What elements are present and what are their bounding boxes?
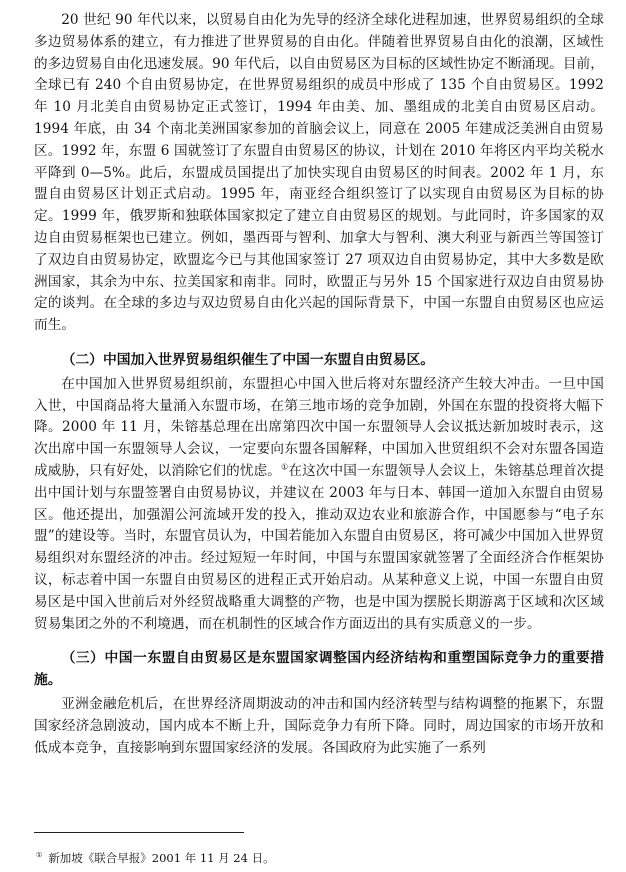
paragraph-globalization: 20 世纪 90 年代以来，以贸易自由化为先导的经济全球化进程加速，世界贸易组织的全球多边贸易体系的建立，有力推进了世界贸易的自由化。伴随着世界贸易自由化的浪潮，区域性的多边贸易自由化迅速发展。90 年代后，以自由贸易区为目标的区域性协定不断涌现。目前，全球已有 240 个自由贸易协定，在世界贸易组织的成员中形成了 135 个自由贸易区。1992 年 10 月北美自由贸易协定正式签订，1994 年由美、加、墨组成的北美自由贸易区启动。1994 年底，由 34 个南北美洲国家参加的首脑会议上，同意在 2005 年建成泛美洲自由贸易区。1992 年，东盟 6 国就签订了东盟自由贸易区的协议，计划在 2010 年将区内平均关税水平降到 0—5%。此后，东盟成员国提出了加快实现自由贸易区的时间表。2002 年 1 月，东盟自由贸易区计划正式启动。1995 年，南亚经合组织签订了以实现自由贸易区为目标的协定。1999 年，俄罗斯和独联体国家拟定了建立自由贸易区的规划。与此同时，许多国家的双边自由贸易框架也已建立。例如，墨西哥与智利、加拿大与智利、澳大利亚与新西兰等国签订了双边自由贸易协定，欧盟迄今已与其他国家签订 27 项双边自由贸易协定，其中大多数是欧洲国家，其余为中东、拉美国家和南非。同时，欧盟正与另外 15 个国家进行双边自由贸易协定的谈判。在全球的多边与双边贸易自由化兴起的国际背景下，中国一东盟自由贸易区也应运而生。	[34, 12, 604, 334]
paragraph-wto-accession-part2: 在这次中国一东盟领导人会议上，朱镕基总理首次提出中国计划与东盟签署自由贸易协议，并建议在 2003 年与日本、韩国一道加入东盟自由贸易区。他还提出，加强湄公河流域开发的投入，推动双边农业和旅游合作，中国愿参与“电子东盟”的建设等。当时，东盟官员认为，中国若能加入东盟自由贸易区，将可减少中国加入世界贸易组织对东盟经济的冲击。经过短短一年时间，中国与东盟国家就签署了全面经济合作框架协议，标志着中国一东盟自由贸易区的进程正式开始启动。从某种意义上说，中国一东盟自由贸易区是中国入世前后对外经贸战略重大调整的产物，也是中国为摆脱长期游离于区域和次区域贸易集团之外的不利境遇，而在机制性的区域合作方面迈出的具有实质意义的一步。	[34, 462, 604, 632]
footnote-text: 新加坡《联合早报》2001 年 11 月 24 日。	[48, 850, 275, 865]
footnote-divider	[34, 832, 244, 833]
paragraph-asean-adjustment: 亚洲金融危机后，在世界经济周期波动的冲击和国内经济转型与结构调整的拖累下，东盟国家经济急剧波动，国内成本不断上升，国际竞争力有所下降。同时，周边国家的市场开放和低成本竞争，直接影响到东盟国家经济的发展。各国政府为此实施了一系列	[34, 695, 604, 756]
section-heading-2: （二）中国加入世界贸易组织催生了中国一东盟自由贸易区。	[61, 351, 435, 368]
footnote-reference[interactable]: ①	[281, 462, 289, 472]
paragraph-wto-accession	[34, 374, 604, 636]
footnote-mark: ①	[36, 851, 43, 859]
paragraph-wto-accession-part1: 在中国加入世界贸易组织前，东盟担心中国入世后将对东盟经济产生较大冲击。一旦中国入世，中国商品将大量涌入东盟市场，在第三地市场的竞争加剧，外国在东盟的投资将大幅下降。2000 年 11 月，朱镕基总理在出席第四次中国一东盟领导人会议抵达新加坡时表示，这次出席中国一东盟领导人会议，一定要向东盟各国解释，中国加入世贸组织不会对东盟各国造成威胁，只有好处，以消除它们的忧虑。	[34, 375, 604, 479]
page-body	[34, 10, 604, 759]
section-heading-3: （三）中国一东盟自由贸易区是东盟国家调整国内经济结构和重塑国际竞争力的重要措施。	[34, 650, 604, 689]
footnote	[36, 848, 275, 865]
